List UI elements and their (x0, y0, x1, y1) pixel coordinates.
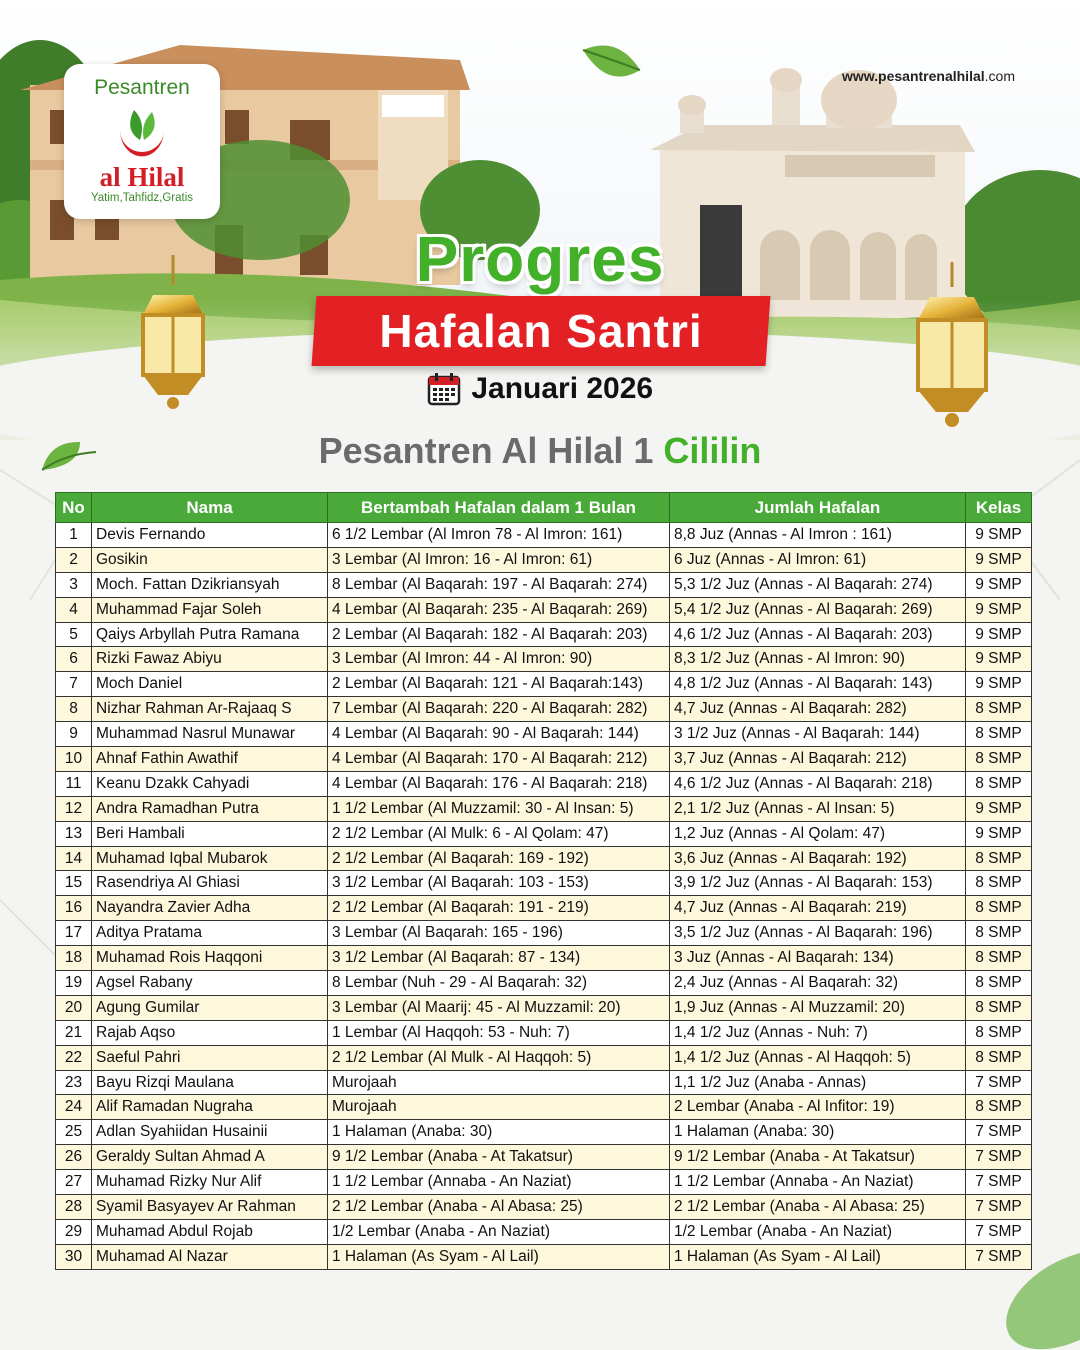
row-kelas: 9 SMP (966, 672, 1032, 697)
row-no: 18 (56, 946, 92, 971)
calendar-icon (427, 372, 461, 406)
logo-name: al Hilal (99, 162, 185, 192)
row-jumlah: 5,3 1/2 Juz (Annas - Al Baqarah: 274) (670, 572, 966, 597)
row-bertambah: 1 Halaman (As Syam - Al Lail) (328, 1244, 670, 1269)
row-jumlah: 2,4 Juz (Annas - Al Baqarah: 32) (670, 971, 966, 996)
table-row (56, 821, 1032, 846)
row-jumlah: 2 Lembar (Anaba - Al Infitor: 19) (670, 1095, 966, 1120)
row-nama: Muhamad Al Nazar (92, 1244, 328, 1269)
table-row (56, 1020, 1032, 1045)
row-nama: Muhamad Rizky Nur Alif (92, 1170, 328, 1195)
row-bertambah: 2 1/2 Lembar (Al Mulk - Al Haqqoh: 5) (328, 1045, 670, 1070)
row-nama: Bayu Rizqi Maulana (92, 1070, 328, 1095)
row-jumlah: 4,6 1/2 Juz (Annas - Al Baqarah: 203) (670, 622, 966, 647)
row-jumlah: 4,8 1/2 Juz (Annas - Al Baqarah: 143) (670, 672, 966, 697)
row-bertambah: 2 Lembar (Al Baqarah: 182 - Al Baqarah: 203) (328, 622, 670, 647)
row-bertambah: 7 Lembar (Al Baqarah: 220 - Al Baqarah: 282) (328, 697, 670, 722)
table-header-row (56, 493, 1032, 523)
table-body (56, 523, 1032, 1270)
row-bertambah: 9 1/2 Lembar (Anaba - At Takatsur) (328, 1145, 670, 1170)
row-jumlah: 1,4 1/2 Juz (Annas - Nuh: 7) (670, 1020, 966, 1045)
row-nama: Gosikin (92, 547, 328, 572)
row-kelas: 8 SMP (966, 946, 1032, 971)
row-no: 4 (56, 597, 92, 622)
table-row (56, 771, 1032, 796)
row-jumlah: 2,1 1/2 Juz (Annas - Al Insan: 5) (670, 796, 966, 821)
row-nama: Syamil Basyayev Ar Rahman (92, 1195, 328, 1220)
row-bertambah: 4 Lembar (Al Baqarah: 170 - Al Baqarah: 212) (328, 747, 670, 772)
row-nama: Agsel Rabany (92, 971, 328, 996)
subtitle-place: Cililin (663, 430, 762, 471)
row-kelas: 9 SMP (966, 572, 1032, 597)
row-no: 22 (56, 1045, 92, 1070)
row-jumlah: 3 1/2 Juz (Annas - Al Baqarah: 144) (670, 722, 966, 747)
row-no: 9 (56, 722, 92, 747)
row-jumlah: 1/2 Lembar (Anaba - An Naziat) (670, 1219, 966, 1244)
table-row (56, 796, 1032, 821)
row-jumlah: 3,5 1/2 Juz (Annas - Al Baqarah: 196) (670, 921, 966, 946)
row-no: 11 (56, 771, 92, 796)
row-bertambah: 1 Lembar (Al Haqqoh: 53 - Nuh: 7) (328, 1020, 670, 1045)
table-row (56, 672, 1032, 697)
row-jumlah: 4,7 Juz (Annas - Al Baqarah: 282) (670, 697, 966, 722)
table-row (56, 697, 1032, 722)
logo-tagline: Yatim,Tahfidz,Gratis (90, 192, 194, 204)
row-nama: Muhammad Fajar Soleh (92, 597, 328, 622)
row-jumlah: 3,7 Juz (Annas - Al Baqarah: 212) (670, 747, 966, 772)
row-nama: Geraldy Sultan Ahmad A (92, 1145, 328, 1170)
col-header-jumlah: Jumlah Hafalan (670, 493, 966, 523)
row-bertambah: 4 Lembar (Al Baqarah: 176 - Al Baqarah: 218) (328, 771, 670, 796)
row-bertambah: 4 Lembar (Al Baqarah: 235 - Al Baqarah: 269) (328, 597, 670, 622)
row-bertambah: 2 Lembar (Al Baqarah: 121 - Al Baqarah:143) (328, 672, 670, 697)
row-no: 15 (56, 871, 92, 896)
row-nama: Agung Gumilar (92, 995, 328, 1020)
hafalan-table (55, 492, 1032, 1270)
table-row (56, 971, 1032, 996)
row-jumlah: 3,6 Juz (Annas - Al Baqarah: 192) (670, 846, 966, 871)
row-jumlah: 5,4 1/2 Juz (Annas - Al Baqarah: 269) (670, 597, 966, 622)
row-nama: Nayandra Zavier Adha (92, 896, 328, 921)
table-row (56, 1070, 1032, 1095)
table-row (56, 1219, 1032, 1244)
row-no: 16 (56, 896, 92, 921)
row-kelas: 8 SMP (966, 747, 1032, 772)
leaf-icon (578, 40, 648, 90)
row-no: 27 (56, 1170, 92, 1195)
row-jumlah: 3,9 1/2 Juz (Annas - Al Baqarah: 153) (670, 871, 966, 896)
row-kelas: 9 SMP (966, 547, 1032, 572)
row-kelas: 7 SMP (966, 1195, 1032, 1220)
row-kelas: 9 SMP (966, 647, 1032, 672)
row-kelas: 8 SMP (966, 971, 1032, 996)
row-jumlah: 2 1/2 Lembar (Anaba - Al Abasa: 25) (670, 1195, 966, 1220)
row-no: 8 (56, 697, 92, 722)
row-no: 6 (56, 647, 92, 672)
row-kelas: 7 SMP (966, 1120, 1032, 1145)
row-nama: Aditya Pratama (92, 921, 328, 946)
row-kelas: 8 SMP (966, 1045, 1032, 1070)
logo-top-text: Pesantren (94, 76, 190, 99)
row-kelas: 8 SMP (966, 896, 1032, 921)
row-bertambah: 8 Lembar (Al Baqarah: 197 - Al Baqarah: 274) (328, 572, 670, 597)
table-row (56, 523, 1032, 548)
row-jumlah: 6 Juz (Annas - Al Imron: 61) (670, 547, 966, 572)
row-jumlah: 4,6 1/2 Juz (Annas - Al Baqarah: 218) (670, 771, 966, 796)
table-row (56, 896, 1032, 921)
crescent-leaf-icon (112, 104, 172, 164)
table-row (56, 921, 1032, 946)
row-bertambah: 2 1/2 Lembar (Anaba - Al Abasa: 25) (328, 1195, 670, 1220)
table-row (56, 1170, 1032, 1195)
month-label: Januari 2026 (471, 372, 654, 405)
website-domain: www.pesantrenalhilal (842, 68, 985, 84)
row-bertambah: 2 1/2 Lembar (Al Mulk: 6 - Al Qolam: 47) (328, 821, 670, 846)
title-line-2: Hafalan Santri (379, 305, 703, 357)
row-kelas: 8 SMP (966, 871, 1032, 896)
row-bertambah: 3 Lembar (Al Maarij: 45 - Al Muzzamil: 20) (328, 995, 670, 1020)
row-bertambah: 3 Lembar (Al Baqarah: 165 - 196) (328, 921, 670, 946)
table-row (56, 747, 1032, 772)
row-bertambah: 3 1/2 Lembar (Al Baqarah: 87 - 134) (328, 946, 670, 971)
row-nama: Qaiys Arbyllah Putra Ramana (92, 622, 328, 647)
website-tld: .com (984, 68, 1015, 84)
table-row (56, 1045, 1032, 1070)
row-no: 21 (56, 1020, 92, 1045)
row-jumlah: 1 Halaman (Anaba: 30) (670, 1120, 966, 1145)
row-no: 5 (56, 622, 92, 647)
row-kelas: 9 SMP (966, 523, 1032, 548)
table-row (56, 1120, 1032, 1145)
row-bertambah: 4 Lembar (Al Baqarah: 90 - Al Baqarah: 144) (328, 722, 670, 747)
col-header-nama: Nama (92, 493, 328, 523)
row-bertambah: Murojaah (328, 1095, 670, 1120)
table-row (56, 995, 1032, 1020)
row-kelas: 8 SMP (966, 697, 1032, 722)
row-kelas: 7 SMP (966, 1145, 1032, 1170)
row-jumlah: 1,1 1/2 Juz (Anaba - Annas) (670, 1070, 966, 1095)
row-bertambah: 1/2 Lembar (Anaba - An Naziat) (328, 1219, 670, 1244)
row-jumlah: 8,8 Juz (Annas - Al Imron : 161) (670, 523, 966, 548)
row-jumlah: 1,4 1/2 Juz (Annas - Al Haqqoh: 5) (670, 1045, 966, 1070)
row-no: 24 (56, 1095, 92, 1120)
table-row (56, 946, 1032, 971)
row-kelas: 9 SMP (966, 821, 1032, 846)
row-kelas: 9 SMP (966, 796, 1032, 821)
row-no: 14 (56, 846, 92, 871)
month-row (0, 372, 1080, 406)
row-bertambah: 1 1/2 Lembar (Annaba - An Naziat) (328, 1170, 670, 1195)
row-kelas: 8 SMP (966, 1020, 1032, 1045)
row-jumlah: 8,3 1/2 Juz (Annas - Al Imron: 90) (670, 647, 966, 672)
row-kelas: 9 SMP (966, 622, 1032, 647)
row-nama: Muhammad Nasrul Munawar (92, 722, 328, 747)
row-bertambah: 1 1/2 Lembar (Al Muzzamil: 30 - Al Insan: 5) (328, 796, 670, 821)
row-no: 2 (56, 547, 92, 572)
row-jumlah: 9 1/2 Lembar (Anaba - At Takatsur) (670, 1145, 966, 1170)
table-row (56, 871, 1032, 896)
row-nama: Muhamad Rois Haqqoni (92, 946, 328, 971)
subtitle-main: Pesantren Al Hilal 1 (318, 430, 654, 471)
table-row (56, 572, 1032, 597)
row-bertambah: 3 Lembar (Al Imron: 44 - Al Imron: 90) (328, 647, 670, 672)
table-row (56, 1095, 1032, 1120)
row-kelas: 7 SMP (966, 1219, 1032, 1244)
subtitle (0, 430, 1080, 472)
row-nama: Rasendriya Al Ghiasi (92, 871, 328, 896)
col-header-kelas: Kelas (966, 493, 1032, 523)
row-bertambah: 2 1/2 Lembar (Al Baqarah: 191 - 219) (328, 896, 670, 921)
logo-card (64, 64, 220, 219)
table-row (56, 1195, 1032, 1220)
row-kelas: 7 SMP (966, 1070, 1032, 1095)
row-nama: Beri Hambali (92, 821, 328, 846)
row-nama: Keanu Dzakk Cahyadi (92, 771, 328, 796)
row-nama: Andra Ramadhan Putra (92, 796, 328, 821)
table-row (56, 1244, 1032, 1269)
row-jumlah: 1 1/2 Lembar (Annaba - An Naziat) (670, 1170, 966, 1195)
row-kelas: 8 SMP (966, 921, 1032, 946)
row-nama: Rajab Aqso (92, 1020, 328, 1045)
row-bertambah: 3 1/2 Lembar (Al Baqarah: 103 - 153) (328, 871, 670, 896)
row-no: 12 (56, 796, 92, 821)
row-bertambah: Murojaah (328, 1070, 670, 1095)
row-no: 7 (56, 672, 92, 697)
row-no: 20 (56, 995, 92, 1020)
row-kelas: 8 SMP (966, 846, 1032, 871)
row-nama: Saeful Pahri (92, 1045, 328, 1070)
row-jumlah: 1 Halaman (As Syam - Al Lail) (670, 1244, 966, 1269)
row-kelas: 9 SMP (966, 597, 1032, 622)
row-no: 25 (56, 1120, 92, 1145)
row-nama: Muhamad Iqbal Mubarok (92, 846, 328, 871)
row-kelas: 8 SMP (966, 771, 1032, 796)
row-no: 26 (56, 1145, 92, 1170)
row-no: 17 (56, 921, 92, 946)
row-nama: Alif Ramadan Nugraha (92, 1095, 328, 1120)
table-row (56, 647, 1032, 672)
table-row (56, 622, 1032, 647)
row-bertambah: 8 Lembar (Nuh - 29 - Al Baqarah: 32) (328, 971, 670, 996)
row-no: 1 (56, 523, 92, 548)
row-no: 28 (56, 1195, 92, 1220)
table-row (56, 722, 1032, 747)
title-line-1: Progres (415, 223, 665, 295)
col-header-no: No (56, 493, 92, 523)
row-nama: Nizhar Rahman Ar-Rajaaq S (92, 697, 328, 722)
row-jumlah: 1,9 Juz (Annas - Al Muzzamil: 20) (670, 995, 966, 1020)
row-kelas: 7 SMP (966, 1170, 1032, 1195)
row-no: 3 (56, 572, 92, 597)
row-bertambah: 6 1/2 Lembar (Al Imron 78 - Al Imron: 161) (328, 523, 670, 548)
row-nama: Muhamad Abdul Rojab (92, 1219, 328, 1244)
table-row (56, 597, 1032, 622)
row-nama: Adlan Syahiidan Husainii (92, 1120, 328, 1145)
table-row (56, 547, 1032, 572)
row-bertambah: 3 Lembar (Al Imron: 16 - Al Imron: 61) (328, 547, 670, 572)
row-bertambah: 2 1/2 Lembar (Al Baqarah: 169 - 192) (328, 846, 670, 871)
col-header-bertambah: Bertambah Hafalan dalam 1 Bulan (328, 493, 670, 523)
row-no: 29 (56, 1219, 92, 1244)
row-no: 13 (56, 821, 92, 846)
row-nama: Ahnaf Fathin Awathif (92, 747, 328, 772)
row-no: 30 (56, 1244, 92, 1269)
row-nama: Rizki Fawaz Abiyu (92, 647, 328, 672)
row-nama: Devis Fernando (92, 523, 328, 548)
row-no: 23 (56, 1070, 92, 1095)
table-row (56, 1145, 1032, 1170)
row-kelas: 8 SMP (966, 995, 1032, 1020)
row-kelas: 8 SMP (966, 1095, 1032, 1120)
row-bertambah: 1 Halaman (Anaba: 30) (328, 1120, 670, 1145)
row-nama: Moch. Fattan Dzikriansyah (92, 572, 328, 597)
row-kelas: 7 SMP (966, 1244, 1032, 1269)
website-url (842, 68, 1015, 84)
table-row (56, 846, 1032, 871)
row-jumlah: 1,2 Juz (Annas - Al Qolam: 47) (670, 821, 966, 846)
row-jumlah: 4,7 Juz (Annas - Al Baqarah: 219) (670, 896, 966, 921)
row-no: 10 (56, 747, 92, 772)
row-no: 19 (56, 971, 92, 996)
row-nama: Moch Daniel (92, 672, 328, 697)
row-jumlah: 3 Juz (Annas - Al Baqarah: 134) (670, 946, 966, 971)
row-kelas: 8 SMP (966, 722, 1032, 747)
